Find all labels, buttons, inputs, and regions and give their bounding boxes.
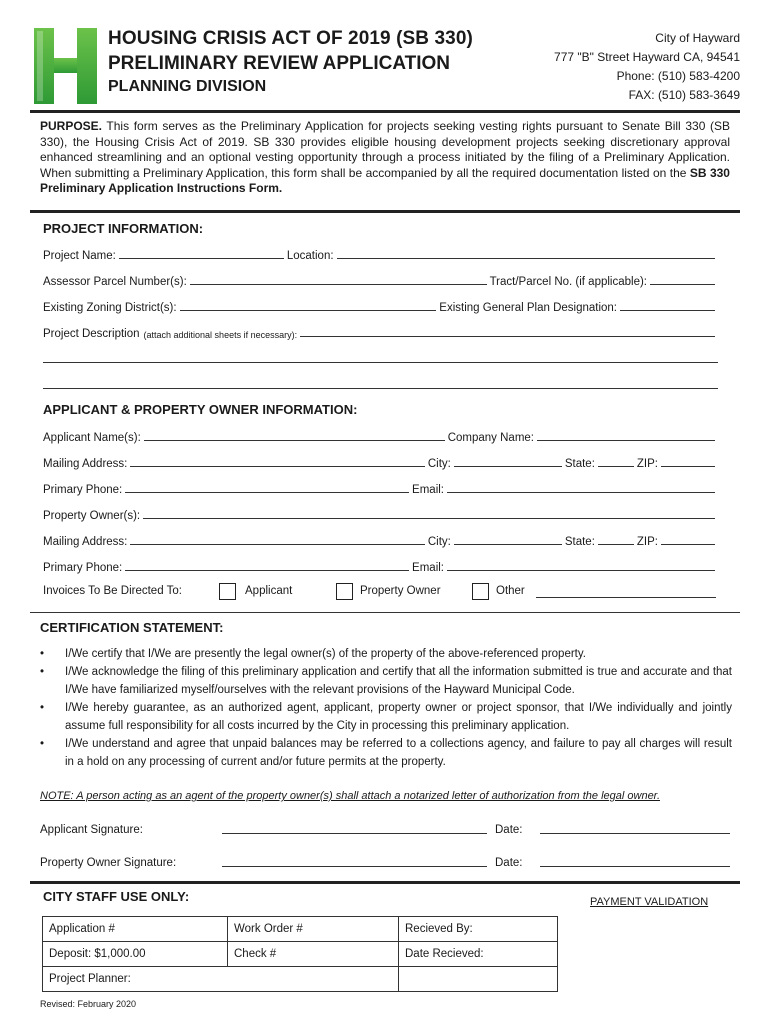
owner-signature-row <box>40 853 730 871</box>
invoice-applicant-label: Applicant <box>245 585 293 597</box>
purpose-label: PURPOSE. <box>40 119 103 133</box>
staff-table <box>42 916 558 992</box>
description-line-3[interactable] <box>43 388 718 389</box>
form-subtitle: PRELIMINARY REVIEW APPLICATION <box>108 53 451 74</box>
applicant-phone-label: Primary Phone: <box>43 484 123 496</box>
applicant-name-field[interactable] <box>144 439 445 441</box>
description-row <box>43 324 718 340</box>
description-note: (attach additional sheets if necessary): <box>143 330 298 340</box>
deposit-cell[interactable]: Deposit: $1,000.00 <box>43 942 228 967</box>
owner-signature-label: Property Owner Signature: <box>40 857 177 869</box>
applicant-state-field[interactable] <box>598 465 634 467</box>
applicant-signature-field[interactable] <box>222 833 487 834</box>
owner-date-label: Date: <box>495 857 523 869</box>
owner-mailing-row <box>43 532 718 548</box>
location-field[interactable] <box>337 257 715 259</box>
invoice-other-field[interactable] <box>536 597 716 598</box>
certification-item: • I/We hereby guarantee, as an authorized agent, applicant, property owner or project sponsor, that I/We individually and jointly assume full responsibility for all costs incurred by the City in processing this preliminary application. <box>40 699 732 735</box>
applicant-divider <box>30 612 740 613</box>
owner-mailing-label: Mailing Address: <box>43 536 128 548</box>
city-address: 777 "B" Street Hayward CA, 94541 <box>554 50 740 64</box>
table-row <box>43 967 558 992</box>
owner-email-field[interactable] <box>447 569 715 571</box>
project-info-heading: PROJECT INFORMATION: <box>43 221 204 236</box>
city-phone: Phone: (510) 583-4200 <box>616 69 740 83</box>
application-number-cell[interactable]: Application # <box>43 917 228 942</box>
agent-note: NOTE: A person acting as an agent of the property owner(s) shall attach a notarized letter of authorization from the legal owner. <box>40 790 660 802</box>
applicant-date-field[interactable] <box>540 833 730 834</box>
certification-item: • I/We acknowledge the filing of this preliminary application and certify that all the information submitted is true and accurate and that I/We have familiarized myself/ourselves with the relevant provisions of the Hayward Municipal Code. <box>40 663 732 699</box>
applicant-zip-label: ZIP: <box>636 458 658 470</box>
header-divider <box>30 110 740 113</box>
applicant-mailing-label: Mailing Address: <box>43 458 128 470</box>
apn-label: Assessor Parcel Number(s): <box>43 276 187 288</box>
owner-zip-field[interactable] <box>661 543 715 545</box>
owner-signature-field[interactable] <box>222 866 487 867</box>
apn-field[interactable] <box>190 283 487 285</box>
applicant-phone-field[interactable] <box>125 491 409 493</box>
check-number-cell[interactable]: Check # <box>228 942 399 967</box>
owner-city-label: City: <box>427 536 451 548</box>
project-planner-cell[interactable]: Project Planner: <box>43 967 399 992</box>
owner-phone-field[interactable] <box>125 569 409 571</box>
empty-cell <box>399 967 558 992</box>
applicant-signature-row <box>40 820 730 838</box>
certification-heading: CERTIFICATION STATEMENT: <box>40 620 224 635</box>
staff-heading: CITY STAFF USE ONLY: <box>43 889 190 904</box>
purpose-paragraph <box>40 119 730 197</box>
received-by-cell[interactable]: Recieved By: <box>399 917 558 942</box>
city-fax: FAX: (510) 583-3649 <box>628 88 740 102</box>
zoning-label: Existing Zoning District(s): <box>43 302 177 314</box>
owner-state-label: State: <box>564 536 595 548</box>
purpose-instructions-ref: SB 330 Preliminary Application Instructions Form. <box>40 165 730 196</box>
owner-name-row <box>43 506 718 522</box>
owner-mailing-field[interactable] <box>130 543 424 545</box>
applicant-city-field[interactable] <box>454 465 562 467</box>
purpose-text: This form serves as the Preliminary Application for projects seeking vesting rights pursuant to Senate Bill 330 (SB 330), the Housing Crisis Act of 2019. SB 330 provides eligible housing development projects seeking discretionary approval enhanced streamlining and an optional vesting opportunity through a process initiated by the filing of a Preliminary Application. When submitting a Preliminary Application, this form shall be accompanied by all the required documentation listed on the <box>40 119 730 180</box>
applicant-email-field[interactable] <box>447 491 715 493</box>
revision-date: Revised: February 2020 <box>40 999 137 1009</box>
owner-phone-label: Primary Phone: <box>43 562 123 574</box>
owner-zip-label: ZIP: <box>636 536 658 548</box>
description-field[interactable] <box>300 335 715 337</box>
applicant-name-row <box>43 428 718 444</box>
invoice-owner-checkbox[interactable] <box>336 583 353 600</box>
applicant-mailing-row <box>43 454 718 470</box>
zoning-field[interactable] <box>180 309 437 311</box>
tract-field[interactable] <box>650 283 715 285</box>
general-plan-field[interactable] <box>620 309 715 311</box>
signature-divider <box>30 881 740 884</box>
project-name-field[interactable] <box>119 257 284 259</box>
invoice-other-label: Other <box>496 585 525 597</box>
applicant-date-label: Date: <box>495 824 523 836</box>
owner-email-label: Email: <box>412 562 444 574</box>
apn-row <box>43 272 718 288</box>
owner-name-field[interactable] <box>143 517 715 519</box>
owner-date-field[interactable] <box>540 866 730 867</box>
form-title: HOUSING CRISIS ACT OF 2019 (SB 330) <box>108 28 473 49</box>
applicant-mailing-field[interactable] <box>130 465 424 467</box>
applicant-signature-label: Applicant Signature: <box>40 824 143 836</box>
applicant-state-label: State: <box>564 458 595 470</box>
certification-item: • I/We understand and agree that unpaid balances may be referred to a collections agency, and failure to pay all charges will result in a hold on any processing of current and/or future permits at the property. <box>40 735 732 771</box>
location-label: Location: <box>286 250 334 262</box>
applicant-zip-field[interactable] <box>661 465 715 467</box>
work-order-cell[interactable]: Work Order # <box>228 917 399 942</box>
company-label: Company Name: <box>447 432 534 444</box>
description-line-2[interactable] <box>43 362 718 363</box>
project-name-label: Project Name: <box>43 250 116 262</box>
date-received-cell[interactable]: Date Recieved: <box>399 942 558 967</box>
payment-validation-label: PAYMENT VALIDATION <box>590 896 709 908</box>
certification-item: • I/We certify that I/We are presently the legal owner(s) of the property of the above-referenced property. <box>40 645 732 663</box>
invoice-applicant-checkbox[interactable] <box>219 583 236 600</box>
tract-label: Tract/Parcel No. (if applicable): <box>489 276 647 288</box>
owner-state-field[interactable] <box>598 543 634 545</box>
description-label: Project Description <box>43 328 140 340</box>
zoning-row <box>43 298 718 314</box>
owner-phone-row <box>43 558 718 574</box>
hayward-logo <box>34 28 97 104</box>
general-plan-label: Existing General Plan Designation: <box>439 302 617 314</box>
city-name: City of Hayward <box>655 31 740 45</box>
invoice-label: Invoices To Be Directed To: <box>43 585 182 597</box>
applicant-phone-row <box>43 480 718 496</box>
owner-city-field[interactable] <box>454 543 562 545</box>
table-row <box>43 917 558 942</box>
applicant-city-label: City: <box>427 458 451 470</box>
owner-name-label: Property Owner(s): <box>43 510 141 522</box>
purpose-divider <box>30 210 740 213</box>
project-name-row <box>43 246 718 262</box>
company-field[interactable] <box>537 439 715 441</box>
division-name: PLANNING DIVISION <box>108 78 267 95</box>
invoice-other-checkbox[interactable] <box>472 583 489 600</box>
certification-list <box>40 645 732 771</box>
invoice-row <box>43 583 718 603</box>
table-row <box>43 942 558 967</box>
contact-block <box>554 29 740 105</box>
applicant-email-label: Email: <box>412 484 444 496</box>
applicant-name-label: Applicant Name(s): <box>43 432 141 444</box>
applicant-info-heading: APPLICANT & PROPERTY OWNER INFORMATION: <box>43 402 358 417</box>
invoice-owner-label: Property Owner <box>360 585 441 597</box>
